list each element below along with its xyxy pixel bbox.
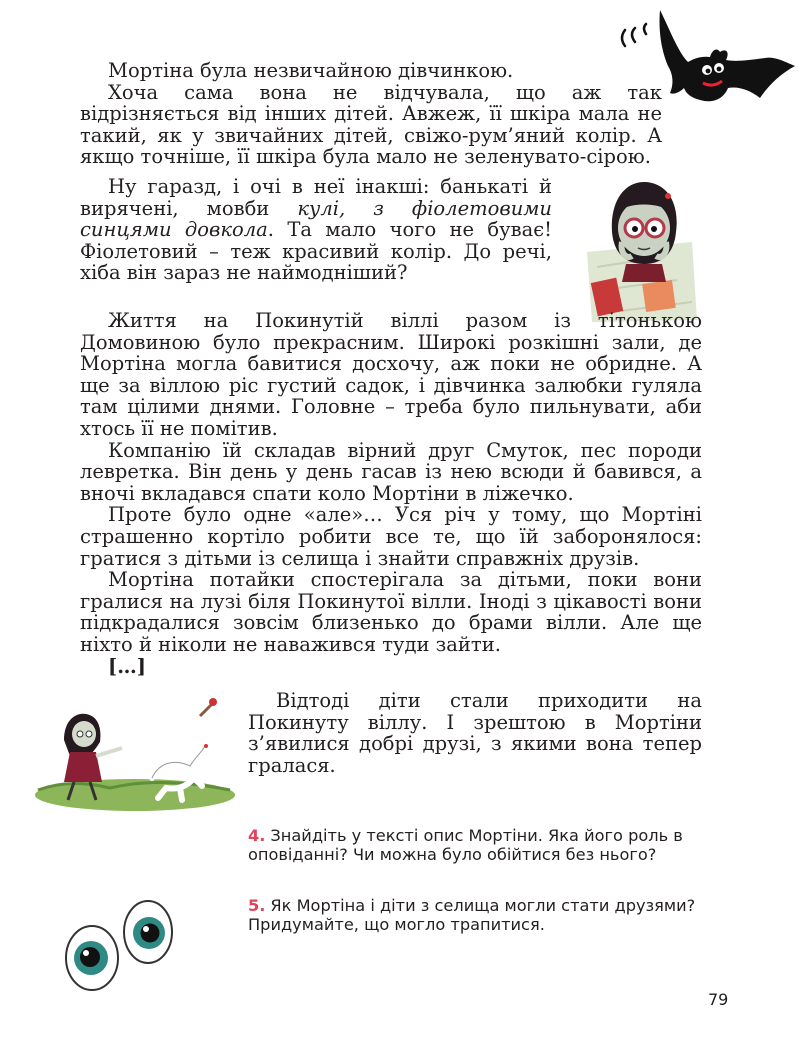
paragraph-5: Компанію їй складав вірний друг Смуток, пес породи левретка. Він день у день гасав із нею всюди й бавився, а вночі вкладався спати коло Мортіни в ліжечко. [80, 438, 702, 505]
page-number: 79 [708, 990, 729, 1009]
paragraph-3-part-a: Ну гаразд, і очі в неї інакші: банькаті й вирячені, мовби [80, 175, 552, 220]
paragraph-3 [80, 176, 552, 284]
question-4-text: Знайдіть у тексті опис Мортіни. Яка його роль в оповіданні? Чи можна було обійтися без нього? [248, 826, 683, 865]
paragraph-3-block [80, 176, 552, 284]
googly-eyes-illustration [60, 895, 175, 995]
paragraph-7: Мортіна потайки спостерігала за дітьми, поки вони гралися на лузі біля Покинутої вілли. Іноді з цікавості вони підкрадалися зовсім близенько до брами вілли. Але ще ніхто й ніколи не наважився туди зайти. [80, 568, 702, 656]
mortina-running-with-dog-illustration [30, 690, 240, 815]
paragraph-4: Життя на Покинутій віллі разом із тітонькою Домовиною було прекрасним. Широкі розкішні зали, де Мортіна могла бавитися досхочу, аж поки не обридне. А ще за віллою ріс густий садок, і дівчинка залюбки гуляла там цілими днями. Головне – треба було пильнувати, аби хтось її не помітив. [80, 309, 702, 440]
paragraph-1: Мортіна була незвичайною дівчинкою. [108, 59, 514, 82]
question-4-number: 4. [248, 826, 266, 845]
question-4 [248, 826, 703, 864]
paragraph-8-block [248, 690, 702, 776]
paragraph-2: Хоча сама вона не відчувала, що аж так відрізняється від інших дітей. Авжеж, її шкіра мала не такий, як у звичайних дітей, свіжо-рум’яний колір. А якщо точніше, її шкіра була мало не зеленувато-сірою. [80, 80, 662, 169]
paragraph-6: Проте було одне «але»… Уся річ у тому, що Мортіні страшенно кортіло робити все те, що їй заборонялося: гратися з дітьми із селища і знайти справжніх друзів. [80, 503, 702, 570]
question-5-text: Як Мортіна і діти з селища могли стати друзями? Придумайте, що могло трапитися. [248, 896, 696, 935]
mortina-portrait-illustration [582, 172, 702, 324]
paragraph-3-part-b: . Та мало чого не буває! Фіолетовий – теж красивий колір. До речі, хіба він зараз не наймодніший? [80, 218, 552, 285]
question-5 [248, 896, 703, 934]
question-5-number: 5. [248, 896, 266, 915]
paragraph-intro-block [80, 60, 662, 168]
ellipsis: […] [108, 654, 146, 678]
paragraph-main-block [80, 310, 702, 677]
paragraph-8: Відтоді діти стали приходити на Покинуту віллу. І зрештою в Мортіни з’явилися добрі друзі, з якими вона тепер гралася. [248, 689, 702, 777]
paragraph-3-italic: кулі, з фіолетовими синцями довкола [80, 196, 552, 242]
